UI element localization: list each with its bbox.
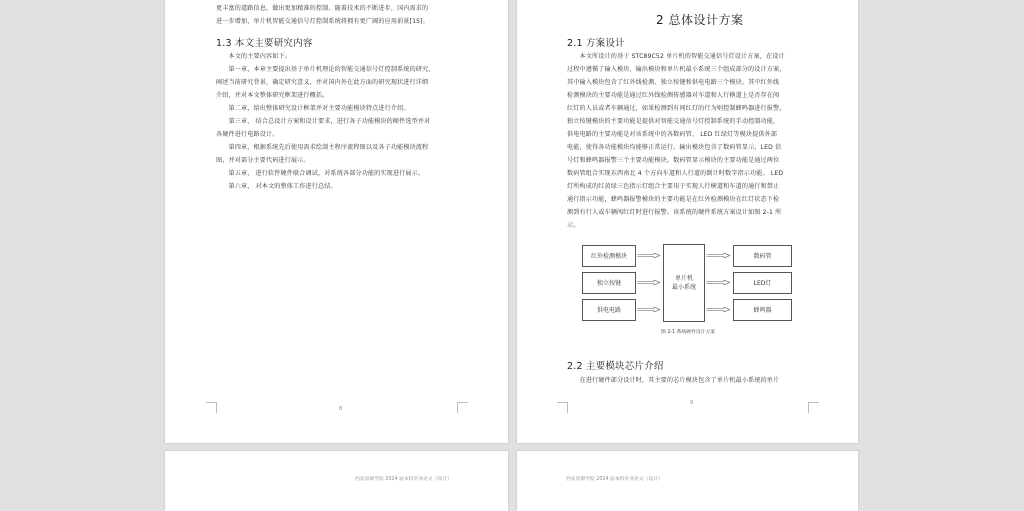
arrow-icon xyxy=(704,307,733,312)
page-header: 西安思源学院 2024 届本科毕业论文（设计） xyxy=(566,477,663,482)
body-text: 本文所设计的基于 STC89C52 单片机的智能交通信号灯设计方案，在设计 过程中遵循了输入模块，输出模块和单片机最小系统三个组成部分的设计方案， 其中输入模块包含了红外线检测、独立按键和供电电路三个模块。其中红外线 检测模块的主要功能是通过红外线检测传感器对车道和人行横道上是否存在闯 红灯的人员或者车辆通过，如果检测到有闯红灯的行为则控制蜂鸣器进行报警， 独立按键模块的主要功能是提供对智能交通信号灯控制系统的手动控制功能， 供电电路的主要功能是对该系统中的各数码管、 LED 红绿灯等模块提供外部 电能，使得各功能模块均能够正常运行。输出模块包含了数码管显示、LED 信 号灯和蜂鸣器报警三个主要功能模块。数码管显示模块的主要功能是通过两位 数码管组合实现东西南北 4 个方向车道和人行道的倒计时数字指示功能。 LED 灯所构成的红黄绿三色指示灯组合主要用于实现人行横道和车道的通行和禁止 通行指示功能，蜂鸣器报警模块的主要功能是在红外检测模块在红灯状态下检 测到有行人或车辆闯红灯时进行报警。该系统的硬件系统方案设计如图 2-1 所 示。 xyxy=(567,53,786,229)
figure-caption: 图 2-1 系统硬件设计方案 xyxy=(661,330,716,335)
arrow-icon xyxy=(704,253,733,258)
section-heading-2-2: 2.2 主要模块芯片介绍 xyxy=(567,361,664,372)
intro-paragraph: 更丰富的道路信息，做出更加精准的控制。随着技术的不断进步，国内需求的 进一步增加，单片机智能交通信号灯控制系统将拥有更广阔的应用前景[15]。 xyxy=(216,5,429,25)
chapter-title: 2 总体设计方案 xyxy=(656,13,744,27)
arrow-icon xyxy=(635,280,663,285)
page-10 xyxy=(165,451,508,511)
margin-corner-left xyxy=(206,402,217,413)
block-power-circuit: 供电电路 xyxy=(582,299,636,321)
block-mcu-minimum-system: 单片机 最小系统 xyxy=(663,244,705,322)
block-buzzer: 蜂鸣器 xyxy=(733,299,792,321)
arrow-icon xyxy=(704,280,733,285)
page-11 xyxy=(517,451,858,511)
block-independent-keys: 独立按键 xyxy=(582,272,636,294)
body-text: 本文的主要内容如下。 第一章，本章主要提出基于单片机理论的智能交通信号灯控制系统的研究， 阐述当前研究背景，确定研究意义，并对国内外在此方面的研究现状进行详细 介绍，并对本文整体研究框架进行概括。 第二章，给出整体研究设计框架并对主要功能模块特点进行介绍。 第三章， 结合总设计方案和设计要求，进行各子功能模块的硬件选型并对 各硬件进行电路设计。 第四章，根据系统先后使用需求绘制主程序流程图以及各子功能模块流程 图，并对部分主要代码进行展示。 第五章， 进行软件硬件联合调试，对系统各部分功能的实现进行展示。 第六章， 对本文的整体工作进行总结。 xyxy=(216,53,435,190)
section-heading-1-3: 1.3 本文主要研究内容 xyxy=(216,38,313,49)
page-9 xyxy=(517,0,858,443)
page-header: 西安思源学院 2024 届本科毕业论文（设计） xyxy=(355,477,452,482)
page-8 xyxy=(165,0,508,443)
margin-corner-right xyxy=(808,402,819,413)
body-text-2-2: 在进行硬件部分设计时，其主要的芯片模块包含了单片机最小系统的单片 xyxy=(579,377,780,384)
margin-corner-left xyxy=(557,402,568,413)
page-number: 9 xyxy=(690,400,694,406)
page-number: 8 xyxy=(339,406,343,412)
block-digital-tube: 数码管 xyxy=(733,245,792,267)
arrow-icon xyxy=(635,253,663,258)
section-heading-2-1: 2.1 方案设计 xyxy=(567,38,625,49)
arrow-icon xyxy=(635,307,663,312)
block-infrared-detection: 红外检测模块 xyxy=(582,245,636,267)
margin-corner-right xyxy=(457,402,468,413)
block-led: LED灯 xyxy=(733,272,792,294)
